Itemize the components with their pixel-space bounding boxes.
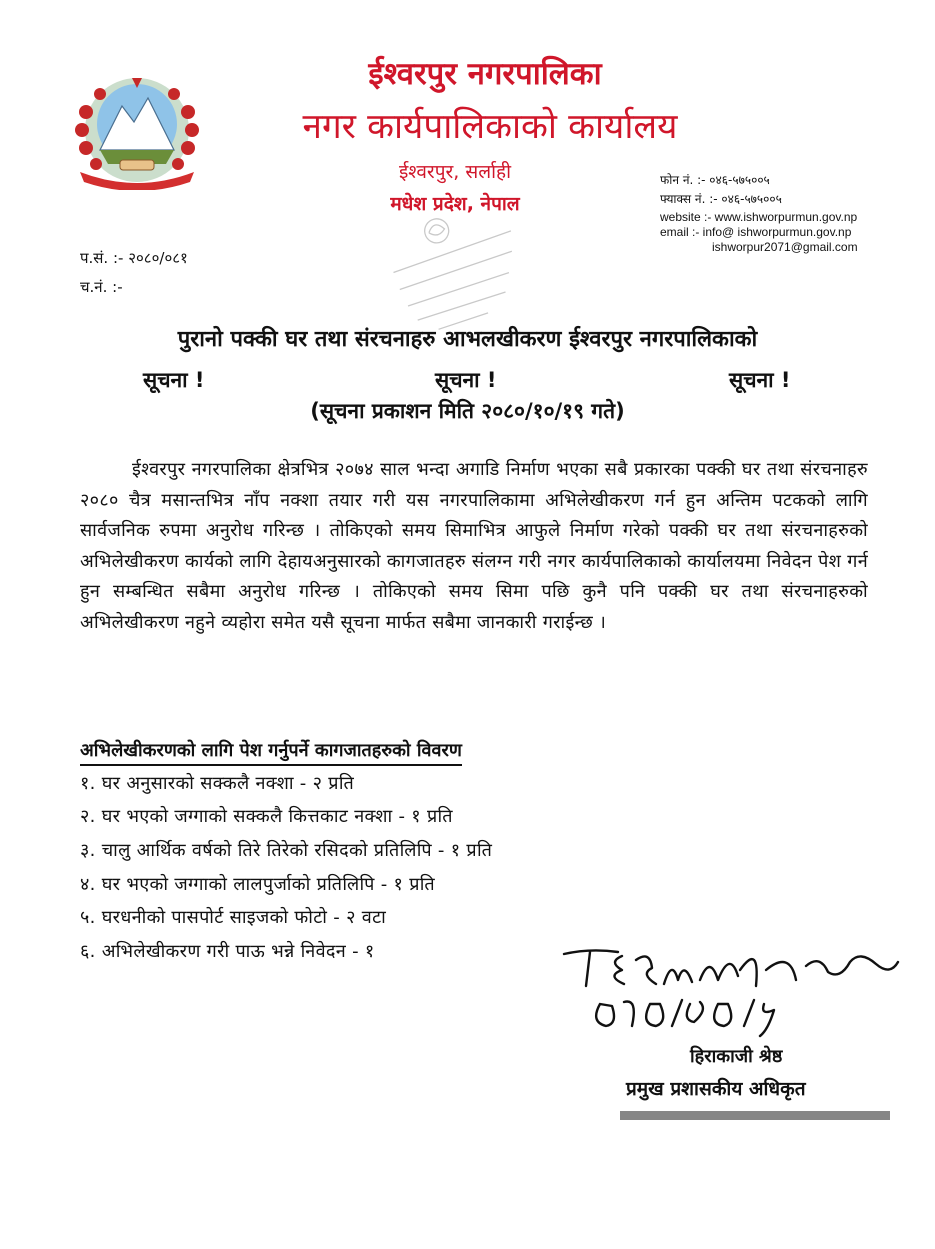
notice-word: सूचना ! — [435, 368, 497, 392]
list-item: २. घर भएको जग्गाको सक्कलै कित्तकाट नक्शा - १ प्रति — [80, 806, 453, 827]
email-link[interactable]: email :- info@ ishworpurmun.gov.np — [660, 225, 852, 239]
org-name: ईश्वरपुर नगरपालिका — [368, 56, 602, 92]
address-line-2: मधेश प्रदेश, नेपाल — [390, 193, 520, 215]
list-item: ६. अभिलेखीकरण गरी पाऊ भन्ने निवेदन - १ — [80, 941, 375, 962]
publication-date: (सूचना प्रकाशन मिति २०८०/१०/१९ गते) — [310, 399, 625, 423]
list-item: १. घर अनुसारको सक्कलै नक्शा - २ प्रति — [80, 773, 355, 794]
email-link-secondary[interactable]: ishworpur2071@gmail.com — [712, 240, 858, 254]
notice-word: सूचना ! — [729, 368, 791, 392]
dispatch-number: च.नं. :- — [80, 278, 123, 296]
signatory-title: प्रमुख प्रशासकीय अधिकृत — [626, 1078, 806, 1100]
notice-title: पुरानो पक्की घर तथा संरचनाहरु आभलखीकरण ईश्वरपुर नगरपालिकाको — [177, 327, 758, 352]
address-line-1: ईश्वरपुर, सर्लाही — [398, 161, 512, 183]
seal-impression — [620, 1107, 890, 1121]
list-item: ५. घरधनीको पासपोर्ट साइजको फोटो - २ वटा — [80, 907, 387, 928]
signatory-name: हिराकाजी श्रेष्ठ — [690, 1046, 783, 1067]
nepal-emblem — [62, 72, 212, 190]
fax-number: फ्याक्स नं. :- ०४६-५७५००५ — [660, 192, 782, 206]
list-item: ३. चालु आर्थिक वर्षको तिरे तिरेको रसिदको प्रतिलिपि - १ प्रति — [80, 840, 493, 861]
phone-number: फोन नं. :- ०४६-५७५००५ — [660, 173, 770, 187]
notice-body: ईश्वरपुर नगरपालिका क्षेत्रभित्र २०७४ साल भन्दा अगाडि निर्माण भएका सबै प्रकारका पक्की घर तथा संरचनाहरु २०८० चैत्र मसान्तभित्र नाँप नक्शा तयार गरी यस नगरपालिकामा अभिलेखीकरण गर्न हुन अन्तिम पटकको लागि सार्वजनिक रुपमा अनुरोध गरिन्छ । तोकिएको समय सिमाभित्र आफुले निर्माण गरेको पक्की घर तथा संरचनाहरुको अभिलेखीकरण कार्यको लागि देहायअनुसारको कागजातहरु संलग्न गरी नगर कार्यपालिकाको कार्यालयमा निवेदन पेश गर्न हुन सम्बन्धित सबैमा अनुरोध गरिन्छ । तोकिएको समय सिमा पछि कुनै पनि पक्की घर तथा संरचनाहरुको अभिलेखीकरण नहुने व्यहोरा समेत यसै सूचना मार्फत सबैमा जानकारी गराईन्छ । — [80, 459, 868, 633]
list-item: ४. घर भएको जग्गाको लालपुर्जाको प्रतिलिपि - १ प्रति — [80, 874, 435, 895]
website-link[interactable]: website :- www.ishworpurmun.gov.np — [660, 210, 858, 224]
office-name: नगर कार्यपालिकाको कार्यालय — [302, 107, 678, 147]
reference-number: प.सं. :- २०८०/०८१ — [80, 249, 188, 267]
documents-heading: अभिलेखीकरणको लागि पेश गर्नुपर्ने कागजातहरुको विवरण — [80, 738, 462, 766]
handwritten-signature — [560, 940, 905, 1045]
notice-word: सूचना ! — [143, 368, 205, 392]
